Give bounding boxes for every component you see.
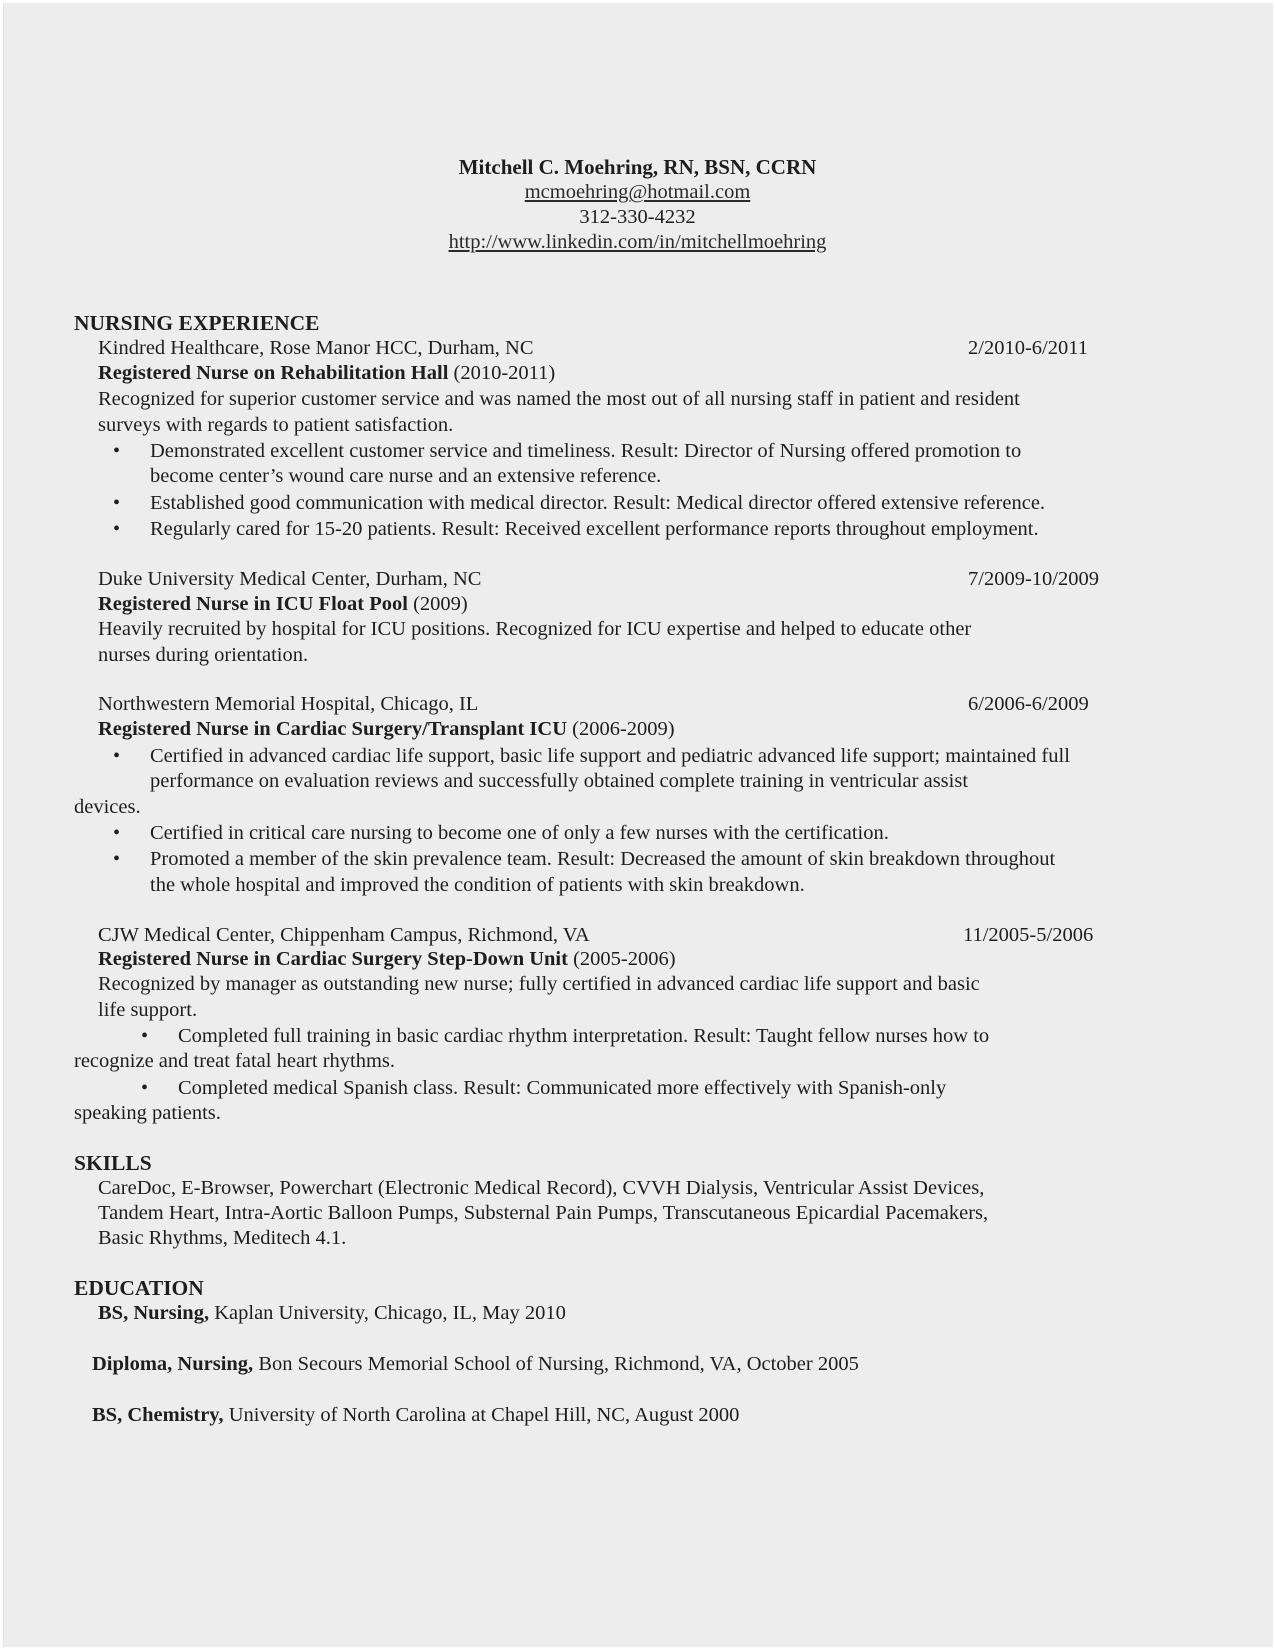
- bullet-text: Demonstrated excellent customer service and timeliness. Result: Director of Nursing offered promotion to: [150, 440, 1022, 462]
- skills-line: Basic Rhythms, Meditech 4.1.: [98, 1227, 347, 1249]
- job-summary: Heavily recruited by hospital for ICU positions. Recognized for ICU expertise and helped to educate other: [98, 618, 972, 640]
- job-employer: Duke University Medical Center, Durham, NC: [98, 568, 482, 590]
- education-detail: Kaplan University, Chicago, IL, May 2010: [209, 1302, 566, 1324]
- bullet-icon: •: [113, 745, 121, 767]
- job-dates: 11/2005-5/2006: [963, 924, 1094, 946]
- job-years: (2010-2011): [453, 362, 556, 384]
- education-entry: [92, 1351, 859, 1377]
- bullet-icon: •: [141, 1077, 149, 1099]
- bullet-text: become center’s wound care nurse and an extensive reference.: [150, 465, 662, 487]
- bullet-icon: •: [113, 440, 121, 462]
- education-entry: [92, 1402, 739, 1428]
- education-detail: Bon Secours Memorial School of Nursing, Richmond, VA, October 2005: [253, 1353, 859, 1375]
- bullet-text: recognize and treat fatal heart rhythms.: [74, 1050, 396, 1072]
- job-years: (2009): [413, 593, 468, 615]
- education-detail: University of North Carolina at Chapel Hill, NC, August 2000: [223, 1404, 740, 1426]
- education-entry: [98, 1300, 566, 1326]
- education-degree: BS, Nursing,: [98, 1302, 210, 1324]
- bullet-icon: •: [113, 492, 121, 514]
- job-title-line: [98, 591, 468, 617]
- job-years: (2006-2009): [572, 718, 675, 740]
- job-title-line: [98, 360, 555, 386]
- skills-line: Tandem Heart, Intra-Aortic Balloon Pumps, Substernal Pain Pumps, Transcutaneous Epicardial Pacemakers,: [98, 1202, 989, 1224]
- bullet-icon: •: [113, 518, 121, 540]
- bullet-icon: •: [113, 848, 121, 870]
- job-title: Registered Nurse in Cardiac Surgery Step-Down Unit: [98, 948, 568, 970]
- job-title: Registered Nurse in Cardiac Surgery/Transplant ICU: [98, 718, 568, 740]
- bullet-text: Regularly cared for 15-20 patients. Result: Received excellent performance reports throughout employment.: [150, 518, 1039, 540]
- bullet-text: Certified in advanced cardiac life support, basic life support and pediatric advanced life support; maintained full: [150, 745, 1070, 767]
- job-dates: 6/2006-6/2009: [968, 693, 1089, 715]
- bullet-icon: •: [113, 822, 121, 844]
- job-title: Registered Nurse on Rehabilitation Hall: [98, 362, 449, 384]
- email-link[interactable]: mcmoehring@hotmail.com: [524, 181, 751, 203]
- bullet-text: the whole hospital and improved the condition of patients with skin breakdown.: [150, 874, 805, 896]
- job-summary: nurses during orientation.: [98, 644, 309, 666]
- job-summary: Recognized for superior customer service and was named the most out of all nursing staff in patient and resident: [98, 388, 1020, 410]
- job-employer: CJW Medical Center, Chippenham Campus, Richmond, VA: [98, 924, 590, 946]
- bullet-text: performance on evaluation reviews and successfully obtained complete training in ventricular assist: [150, 770, 969, 792]
- job-employer: Kindred Healthcare, Rose Manor HCC, Durham, NC: [98, 337, 534, 359]
- bullet-text: Completed medical Spanish class. Result: Communicated more effectively with Spanish-only: [178, 1077, 947, 1099]
- bullet-text: Promoted a member of the skin prevalence team. Result: Decreased the amount of skin breakdown throughout: [150, 848, 1056, 870]
- job-title: Registered Nurse in ICU Float Pool: [98, 593, 408, 615]
- job-employer: Northwestern Memorial Hospital, Chicago, IL: [98, 693, 479, 715]
- bullet-text: Certified in critical care nursing to become one of only a few nurses with the certification.: [150, 822, 889, 844]
- section-title-education: EDUCATION: [74, 1276, 204, 1300]
- bullet-text: Established good communication with medical director. Result: Medical director offered extensive reference.: [150, 492, 1046, 514]
- job-title-line: [98, 716, 675, 742]
- education-degree: Diploma, Nursing,: [92, 1353, 254, 1375]
- education-degree: BS, Chemistry,: [92, 1404, 224, 1426]
- job-years: (2005-2006): [573, 948, 676, 970]
- job-summary: Recognized by manager as outstanding new nurse; fully certified in advanced cardiac life support and basic: [98, 973, 980, 995]
- email-line: [0, 180, 1275, 205]
- section-title-skills: SKILLS: [74, 1151, 152, 1175]
- section-title-experience: NURSING EXPERIENCE: [74, 311, 320, 335]
- job-dates: 2/2010-6/2011: [968, 337, 1088, 359]
- bullet-text: speaking patients.: [74, 1102, 221, 1124]
- job-summary: life support.: [98, 999, 198, 1021]
- job-title-line: [98, 946, 676, 972]
- bullet-text: devices.: [74, 796, 141, 818]
- phone-number: 312-330-4232: [579, 206, 696, 228]
- bullet-text: Completed full training in basic cardiac rhythm interpretation. Result: Taught fellow nurses how to: [178, 1025, 990, 1047]
- linkedin-line: [0, 230, 1275, 255]
- bullet-icon: •: [141, 1025, 149, 1047]
- skills-line: CareDoc, E-Browser, Powerchart (Electronic Medical Record), CVVH Dialysis, Ventricular Assist Devices,: [98, 1177, 985, 1199]
- job-dates: 7/2009-10/2009: [968, 568, 1099, 590]
- linkedin-link[interactable]: http://www.linkedin.com/in/mitchellmoehring: [448, 231, 827, 253]
- candidate-name: Mitchell C. Moehring, RN, BSN, CCRN: [458, 155, 817, 179]
- job-summary: surveys with regards to patient satisfaction.: [98, 414, 454, 436]
